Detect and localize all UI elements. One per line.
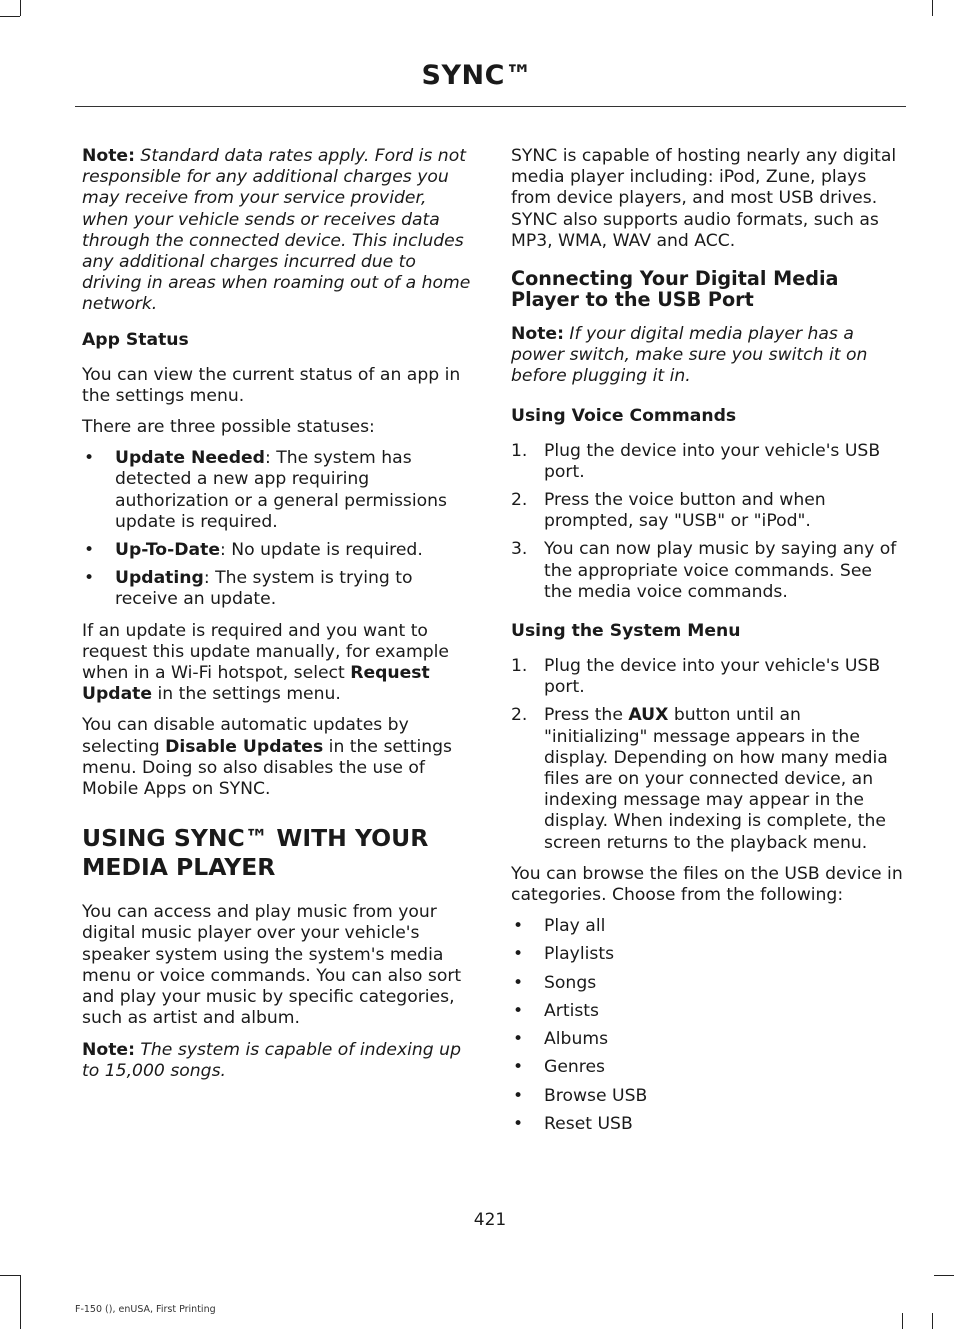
edition-footer: F-150 (), enUSA, First Printing [75, 1304, 216, 1315]
list-item: • Up-To-Date: No update is required. [84, 540, 423, 561]
crop-mark [0, 1275, 20, 1276]
note-indexing-limit: Note: The system is capable of indexing up to 15,000 songs. [82, 1039, 461, 1081]
bullet-icon: • [513, 972, 524, 993]
right-column [511, 146, 903, 1145]
bullet-icon: • [513, 1085, 524, 1106]
bullet-icon: • [84, 540, 95, 561]
header-divider [75, 106, 906, 107]
disable-updates-paragraph: You can disable automatic updates by selecting Disable Updates in the settings menu. Doing so also disables the use of Mobile Apps on SYNC. [82, 715, 453, 800]
app-status-intro: You can view the current status of an app in the settings menu. [82, 364, 461, 406]
left-column [82, 146, 474, 1092]
list-item: • Updating: The system is trying to receive an update. [84, 568, 413, 610]
sync-capability-paragraph: SYNC is capable of hosting nearly any digital media player including: iPod, Zune, plays from device players, and most USB drives. SYNC also supports audio formats, such as MP3, WMA, WAV and ACC. [511, 146, 897, 251]
request-update-paragraph: If an update is required and you want to request this update manually, for example when in a Wi-Fi hotspot, select Request Update in the settings menu. [82, 620, 449, 705]
list-item: • Artists [513, 1000, 599, 1021]
list-item: 1. Plug the device into your vehicle's USB port. [511, 656, 881, 698]
list-item: • Browse USB [513, 1085, 648, 1106]
list-item: 1. Plug the device into your vehicle's USB port. [511, 440, 881, 482]
list-item: 2. Press the voice button and when prompted, say "USB" or "iPod". [511, 490, 826, 532]
status-list [82, 448, 474, 610]
list-item: • Playlists [513, 944, 615, 965]
section-heading: USING SYNC™ WITH YOUR MEDIA PLAYER [82, 824, 429, 882]
bullet-icon: • [84, 448, 95, 469]
list-item: 3. You can now play music by saying any of the appropriate voice commands. See the media voice commands. [511, 539, 897, 602]
list-item: • Genres [513, 1057, 606, 1078]
crop-mark [0, 16, 20, 17]
category-list [511, 916, 903, 1135]
list-item: • Update Needed: The system has detected a new app requiring authorization or a general permissions update is required. [84, 448, 448, 532]
bullet-icon: • [513, 944, 524, 965]
crop-mark [932, 0, 933, 16]
voice-steps-list [511, 441, 903, 603]
browse-categories-paragraph: You can browse the files on the USB device in categories. Choose from the following: [511, 863, 903, 906]
usb-connect-heading: Connecting Your Digital Media Player to the USB Port [511, 267, 839, 312]
app-status-heading: App Status [82, 329, 189, 350]
list-item: • Albums [513, 1029, 609, 1050]
menu-steps-list [511, 656, 903, 854]
note-power-switch: Note: If your digital media player has a power switch, make sure you switch it on before plugging it in. [511, 324, 868, 387]
crop-mark [20, 1275, 21, 1329]
list-item: 2. Press the AUX button until an "initializing" message appears in the display. Depending on how many media files are on your connected device, an indexing message may appear in the display. When indexing is complete, the screen returns to the playback menu. [511, 705, 888, 853]
note-standard-data-rates: Note: Standard data rates apply. Ford is not responsible for any additional charges you may receive from your service provider, when your vehicle sends or receives data through the connected device. This includes any additional charges incurred due to driving in areas when roaming out of a home network. [82, 146, 471, 315]
list-item: • Reset USB [513, 1113, 633, 1134]
list-item: • Play all [513, 916, 606, 937]
bullet-icon: • [513, 1029, 524, 1050]
page-number: 421 [473, 1210, 507, 1230]
page-title: SYNC™ [421, 60, 533, 91]
bullet-icon: • [84, 568, 95, 589]
statuses-intro: There are three possible statuses: [82, 417, 375, 438]
crop-mark [934, 1275, 954, 1276]
list-item: • Songs [513, 972, 597, 993]
bullet-icon: • [513, 1000, 524, 1021]
bullet-icon: • [513, 1113, 524, 1134]
crop-mark [932, 1313, 933, 1329]
system-menu-heading: Using the System Menu [511, 621, 741, 642]
voice-commands-heading: Using Voice Commands [511, 405, 737, 426]
media-player-intro: You can access and play music from your digital music player over your vehicle's speaker system using the system's media menu or voice commands. You can also sort and play your music by specific categories, such as artist and album. [82, 902, 462, 1029]
crop-mark [20, 0, 21, 16]
bullet-icon: • [513, 916, 524, 937]
bullet-icon: • [513, 1057, 524, 1078]
crop-mark [902, 1313, 903, 1329]
